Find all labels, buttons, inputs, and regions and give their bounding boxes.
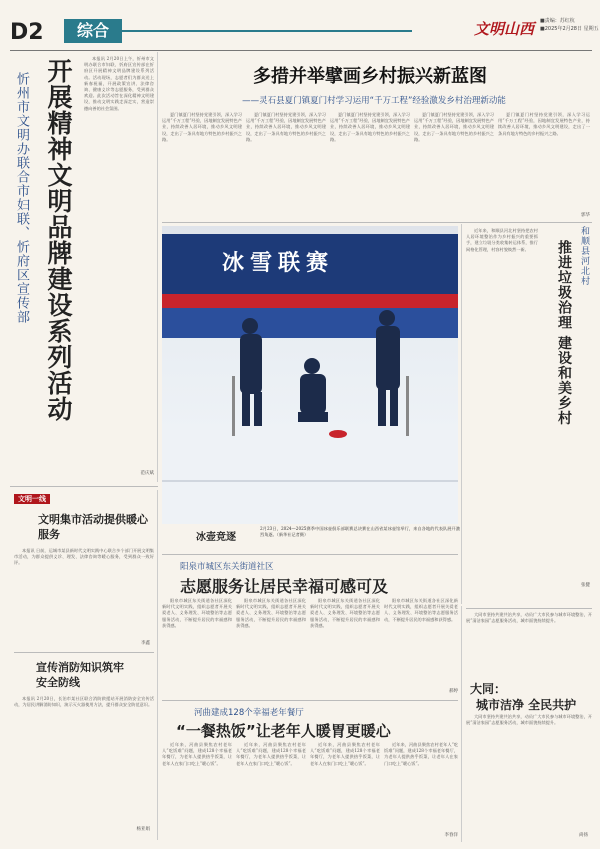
side-story-byline: 张健 bbox=[581, 583, 590, 588]
news-item2-body: 本报讯 2月20日，长治市某社区联合消防救援站开展消防安全宣传活动，为居民讲解消防知识，演示灭火器使用方法，提升群众安全防范意识。 bbox=[14, 696, 154, 708]
news-mid-rule bbox=[14, 652, 154, 653]
news-strip-label: 文明一线 bbox=[14, 494, 50, 504]
city-title: 城市洁净 全民共护 bbox=[476, 698, 577, 712]
side-story-body: 近年来，和顺县河北村坚持把农村人居环境整治作为乡村振兴的重要抓手，建立垃圾分类收集转运体系，推行网格化管理，村容村貌焕然一新。 bbox=[466, 228, 538, 252]
feature-col4: 夏门镇夏门村坚持党建引领，深入学习运用“千万工程”经验，因地制宜发展特色产业，持续改善人居环境，推动乡风文明建设，走出了一条具有地方特色的乡村振兴之路。 bbox=[414, 112, 494, 142]
feature-subtitle: ——灵石县夏门镇夏门村学习运用“千万工程”经验激发乡村治理新动能 bbox=[242, 96, 506, 106]
canteen-title: “一餐热饭”让老年人暖胃更暖心 bbox=[176, 722, 391, 740]
city-top-rule bbox=[466, 608, 592, 609]
lead-story-subtitle: 忻州市文明办联合市妇联、忻府区宣传部 bbox=[14, 72, 29, 324]
feature-col2: 夏门镇夏门村坚持党建引领，深入学习运用“千万工程”经验，因地制宜发展特色产业，持续改善人居环境，推动乡风文明建设，走出了一条具有地方特色的乡村振兴之路。 bbox=[246, 112, 326, 142]
section-label: 综合 bbox=[64, 19, 122, 43]
header-divider bbox=[10, 50, 592, 51]
city-body-top: 大同市坚持共建共治共享，动员广大市民参与城市环境整治，开展“清洁家园”志愿服务活动，城市面貌持续提升。 bbox=[466, 612, 592, 624]
city-divider bbox=[461, 606, 462, 842]
city-byline: 尚扬 bbox=[579, 833, 588, 838]
side-story-title: 推进垃圾治理 建设和美乡村 bbox=[556, 240, 572, 426]
city-kicker: 大同： bbox=[470, 682, 507, 696]
lead-story-title: 开展精神文明品牌建设系列活动 bbox=[44, 58, 73, 422]
canteen-col2: 近年来，河曲县聚焦农村老年人“吃饭难”问题，建成128个幸福老年餐厅，为老年人提供热乎饭菜，让老年人在家门口吃上“暖心饭”。 bbox=[236, 742, 306, 766]
photo-banner-text: 冰雪联赛 bbox=[222, 251, 335, 276]
canteen-byline: 李春洋 bbox=[444, 833, 458, 838]
volunteer-kicker: 阳泉市城区东关街道社区 bbox=[180, 562, 274, 572]
volunteer-title: 志愿服务让居民幸福可感可及 bbox=[180, 577, 389, 596]
header-rule bbox=[122, 30, 412, 32]
side-divider bbox=[461, 224, 462, 604]
canteen-kicker: 河曲建成128个幸福老年餐厅 bbox=[194, 708, 304, 718]
volunteer-col4: 阳泉市城区东关街道各社区深化新时代文明实践，组织志愿者开展关爱老人、义务理发、环境整治等志愿服务活动，不断提升居民的幸福感和获得感。 bbox=[384, 598, 458, 622]
lead-bottom-rule bbox=[10, 486, 158, 487]
photo-caption-title: 冰壶竞逐 bbox=[196, 532, 236, 543]
feature-col5: 夏门镇夏门村坚持党建引领，深入学习运用“千万工程”经验，因地制宜发展特色产业，持续改善人居环境，推动乡风文明建设，走出了一条具有地方特色的乡村振兴之路。 bbox=[498, 112, 590, 136]
side-story-kicker: 和顺县河北村 bbox=[579, 226, 589, 286]
volunteer-col3: 阳泉市城区东关街道各社区深化新时代文明实践，组织志愿者开展关爱老人、义务理发、环境整治等志愿服务活动，不断提升居民的幸福感和获得感。 bbox=[310, 598, 380, 628]
photo-caption: 2月23日，2024—2025赛季中国冰壶俱乐部联赛总决赛在山西省某冰壶馆举行，来自各地的代表队展开激烈角逐。（新华社记者摄） bbox=[260, 526, 460, 538]
feature-col1: 夏门镇夏门村坚持党建引领，深入学习运用“千万工程”经验，因地制宜发展特色产业，持续改善人居环境，推动乡风文明建设，走出了一条具有地方特色的乡村振兴之路。 bbox=[162, 112, 242, 142]
lead-story-body: 本报讯 2月20日上午，忻州市文明办联合市妇联、忻府区宣传部在忻府区开展精神文明品牌建设系列活动。活动现场，志愿者们为群众送上新春祝福，开展政策宣讲、法律咨询、健康义诊等志愿服务，受到群众欢迎。此次活动旨在深化精神文明建设，推动文明实践走深走实，营造崇德向善的社会氛围。 bbox=[84, 56, 154, 111]
volunteer-top-rule bbox=[162, 554, 458, 555]
volunteer-byline: 郝婷 bbox=[449, 689, 458, 694]
feature-byline: 郭华 bbox=[581, 213, 590, 218]
lead-story-byline: 范庆斌 bbox=[140, 471, 154, 476]
feature-col3: 夏门镇夏门村坚持党建引领，深入学习运用“千万工程”经验，因地制宜发展特色产业，持续改善人居环境，推动乡风文明建设，走出了一条具有地方特色的乡村振兴之路。 bbox=[330, 112, 410, 142]
canteen-col3: 近年来，河曲县聚焦农村老年人“吃饭难”问题，建成128个幸福老年餐厅，为老年人提供热乎饭菜，让老年人在家门口吃上“暖心饭”。 bbox=[310, 742, 380, 766]
header-date: ■2025年2月28日 星期五 bbox=[540, 26, 599, 32]
canteen-top-rule bbox=[162, 700, 458, 701]
news-item2-byline: 杨亚娟 bbox=[136, 827, 150, 832]
canteen-col1: 近年来，河曲县聚焦农村老年人“吃饭难”问题，建成128个幸福老年餐厅，为老年人提供热乎饭菜，让老年人在家门口吃上“暖心饭”。 bbox=[162, 742, 232, 766]
news-item2-title: 宣传消防知识筑牢安全防线 bbox=[36, 661, 124, 689]
lead-divider bbox=[157, 52, 158, 482]
news-divider bbox=[157, 490, 158, 840]
news-item1-byline: 李鑫 bbox=[141, 641, 150, 646]
canteen-col4: 近年来，河曲县聚焦农村老年人“吃饭难”问题，建成128个幸福老年餐厅，为老年人提供热乎饭菜，让老年人在家门口吃上“暖心饭”。 bbox=[384, 742, 458, 766]
brand-logo: 文明山西 bbox=[474, 20, 535, 38]
header-editor: ■责编：苏红杭 bbox=[540, 18, 575, 24]
curling-photo bbox=[162, 226, 458, 524]
news-item1-body: 本报讯 日前，运城市某县新时代文明实践中心联合多个部门开展文明集市活动，为群众提供义诊、理发、法律咨询等暖心服务，受到群众一致好评。 bbox=[14, 548, 154, 566]
city-body: 大同市坚持共建共治共享，动员广大市民参与城市环境整治，开展“清洁家园”志愿服务活动，城市面貌持续提升。 bbox=[466, 714, 592, 726]
volunteer-col1: 阳泉市城区东关街道各社区深化新时代文明实践，组织志愿者开展关爱老人、义务理发、环境整治等志愿服务活动，不断提升居民的幸福感和获得感。 bbox=[162, 598, 232, 628]
volunteer-col2: 阳泉市城区东关街道各社区深化新时代文明实践，组织志愿者开展关爱老人、义务理发、环境整治等志愿服务活动，不断提升居民的幸福感和获得感。 bbox=[236, 598, 306, 628]
news-item1-title: 文明集市活动提供暖心服务 bbox=[38, 513, 148, 541]
feature-bottom-rule bbox=[162, 222, 592, 223]
feature-title: 多措并举擘画乡村振兴新蓝图 bbox=[253, 66, 487, 87]
page-number: D2 bbox=[10, 20, 44, 45]
